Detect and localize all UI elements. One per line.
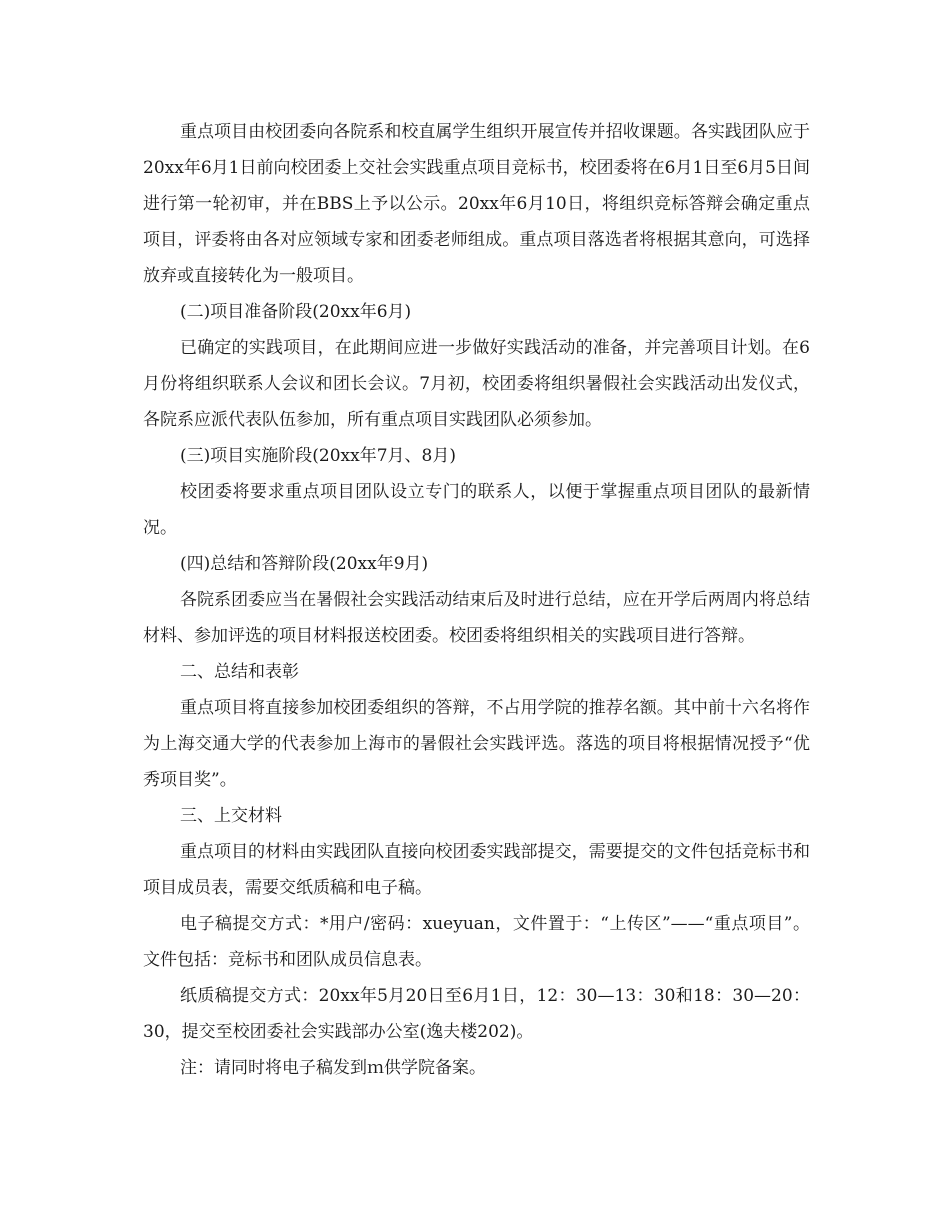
- paragraph-materials: 重点项目的材料由实践团队直接向校团委实践部提交，需要提交的文件包括竞标书和项目成员表，需要交纸质稿和电子稿。: [143, 842, 810, 898]
- heading-preparation-stage: (二)项目准备阶段(20xx年6月): [180, 302, 412, 322]
- paragraph-summary-defense: 各院系团委应当在暑假社会实践活动结束后及时进行总结，应在开学后两周内将总结材料、参加评选的项目材料报送校团委。校团委将组织相关的实践项目进行答辩。: [143, 590, 810, 646]
- paragraph-key-project-solicitation: 重点项目由校团委向各院系和校直属学生组织开展宣传并招收课题。各实践团队应于20xx年6月1日前向校团委上交社会实践重点项目竞标书，校团委将在6月1日至6月5日间进行第一轮初审，并在BBS上予以公示。20xx年6月10日，将组织竞标答辩会确定重点项目，评委将由各对应领域专家和团委老师组成。重点项目落选者将根据其意向，可选择放弃或直接转化为一般项目。: [143, 122, 810, 286]
- heading-implementation-stage: (三)项目实施阶段(20xx年7月、8月): [180, 446, 456, 466]
- paragraph-commendation: 重点项目将直接参加校团委组织的答辩，不占用学院的推荐名额。其中前十六名将作为上海交通大学的代表参加上海市的暑假社会实践评选。落选的项目将根据情况授予“优秀项目奖”。: [143, 698, 810, 790]
- paragraph-note: 注：请同时将电子稿发到ｍ供学院备案。: [180, 1058, 486, 1078]
- heading-summary-defense-stage: (四)总结和答辩阶段(20xx年9月): [180, 554, 429, 574]
- heading-summary-commendation: 二、总结和表彰: [180, 662, 299, 682]
- paragraph-paper-submission: 纸质稿提交方式：20xx年5月20日至6月1日，12：30—13：30和18：30—20：30，提交至校团委社会实践部办公室(逸夫楼202)。: [143, 986, 810, 1042]
- paragraph-preparation: 已确定的实践项目，在此期间应进一步做好实践活动的准备，并完善项目计划。在6月份将组织联系人会议和团长会议。7月初，校团委将组织暑假社会实践活动出发仪式，各院系应派代表队伍参加，所有重点项目实践团队必须参加。: [143, 338, 810, 430]
- paragraph-implementation: 校团委将要求重点项目团队设立专门的联系人，以便于掌握重点项目团队的最新情况。: [143, 482, 810, 538]
- heading-submission-materials: 三、上交材料: [180, 806, 282, 826]
- paragraph-electronic-submission: 电子稿提交方式：*用户/密码：xueyuan，文件置于：“上传区”——“重点项目”。文件包括：竞标书和团队成员信息表。: [143, 914, 810, 970]
